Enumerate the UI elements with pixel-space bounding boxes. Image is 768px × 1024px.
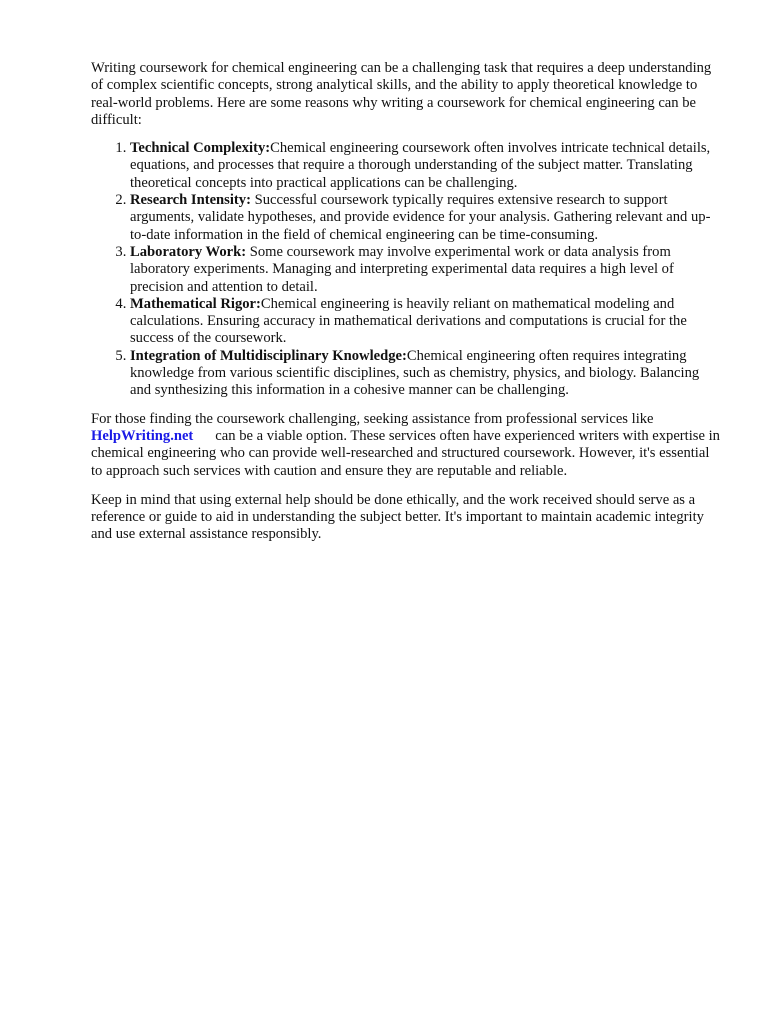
reason-text: Chemical engineering often requires integrating knowledge from various scientific disciplines, such as chemistry, physics, and biology. Balancing and synthesizing this information in a cohesive manner can be challenging. [130,347,700,399]
intro-paragraph: Writing coursework for chemical engineering can be a challenging task that requires a deep understanding of complex scientific concepts, strong analytical skills, and the ability to apply theoretical knowledge to real-world problems. Here are some reasons why writing a coursework for chemical engineering can be difficult: [91,60,712,128]
reason-text: Chemical engineering is heavily reliant on mathematical modeling and calculations. Ensuring accuracy in mathematical derivations and computations is crucial for the success of the coursework. [130,295,687,347]
reason-term: Laboratory Work: [130,243,247,260]
help-text-after: can be a viable option. These services often have experienced writers with expertise in chemical engineering who can provide well-researched and structured coursework. However, it's essential to approach such services with caution and ensure they are reputable and reliable. [91,427,720,479]
reason-term: Research Intensity: [130,192,251,209]
list-item [130,192,721,244]
reason-text: Chemical engineering coursework often involves intricate technical details, equations, and processes that require a thorough understanding of the subject matter. Translating theoretical concepts into practical applications can be challenging. [130,140,711,191]
reason-term: Mathematical Rigor: [130,295,261,312]
document-page [91,60,721,544]
list-item [130,140,721,192]
reasons-list [91,140,721,399]
help-text-before: For those finding the coursework challenging, seeking assistance from professional services like [91,410,654,427]
reason-term: Technical Complexity: [130,140,271,157]
reason-text: Successful coursework typically requires extensive research to support arguments, validate hypotheses, and provide evidence for your analysis. Gathering relevant and up-to-date information in the field of chemical engineering can be time-consuming. [130,192,711,243]
reason-term: Integration of Multidisciplinary Knowledge: [130,347,407,364]
list-item [130,348,721,400]
reason-text: Some coursework may involve experimental work or data analysis from laboratory experiments. Managing and interpreting experimental data requires a high level of precision and attention to detail. [130,243,674,295]
closing-paragraph: Keep in mind that using external help should be done ethically, and the work received should serve as a reference or guide to aid in understanding the subject better. It's important to maintain academic integrity and use external assistance responsibly. [91,491,704,543]
helpwriting-link[interactable]: HelpWriting.net [91,427,194,444]
list-item [130,296,721,348]
list-item [130,244,721,296]
help-paragraph [91,411,721,480]
